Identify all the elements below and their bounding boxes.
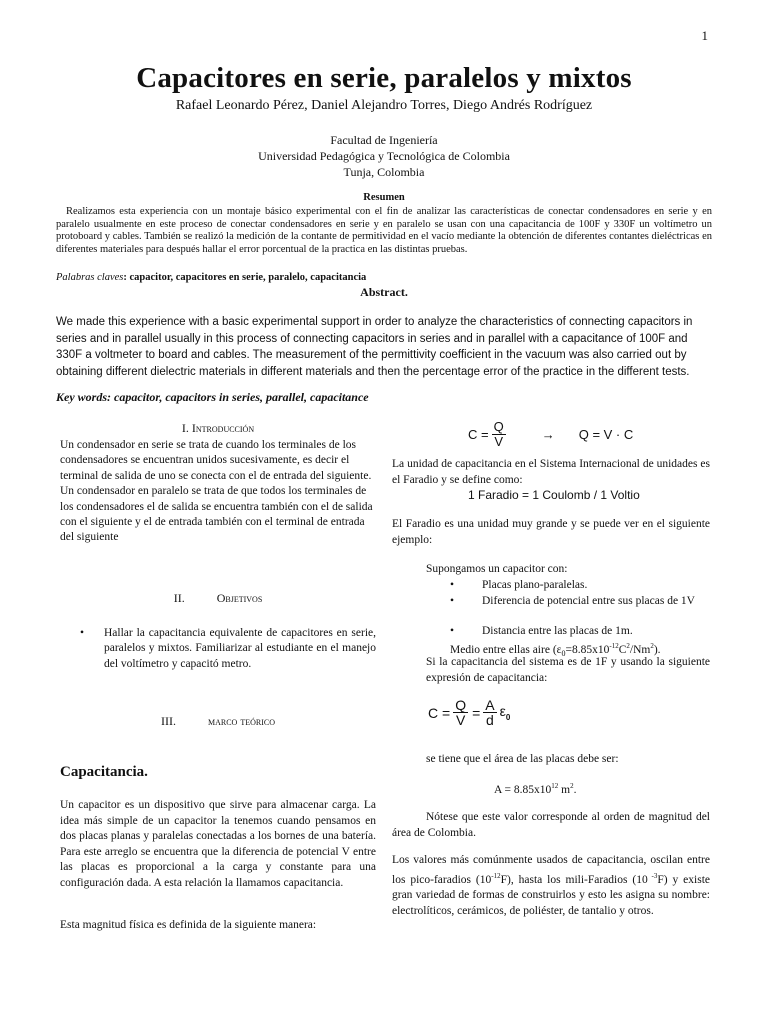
resumen-heading: Resumen <box>363 192 405 203</box>
objetivos-heading-num: II. <box>173 591 185 605</box>
eq2-fraction-ad <box>483 698 496 727</box>
valores-sup2: -3 <box>647 871 658 880</box>
medio-sup3: 2 <box>650 642 654 650</box>
page-number: 1 <box>701 28 708 43</box>
affiliation-faculty: Facultad de Ingeniería <box>330 133 438 147</box>
medio-sub: 0 <box>561 649 566 659</box>
area-b: m <box>558 783 571 796</box>
area-value <box>494 779 576 798</box>
abstract-heading: Abstract. <box>360 285 408 299</box>
palabras-label: Palabras claves <box>56 272 124 283</box>
valores-sup1: -12 <box>491 871 501 880</box>
valores-paragraph <box>392 853 710 919</box>
medio-b: =8.85x10 <box>565 643 610 656</box>
intro-heading <box>60 421 376 436</box>
bullet-icon: • <box>450 579 455 591</box>
list-item-text: Placas plano-paralelas. <box>482 579 588 591</box>
list-item-text: Distancia entre las placas de 1m. <box>482 625 633 637</box>
eq1-rhs: Q = V · C <box>578 427 634 442</box>
faradio-definition: 1 Faradio = 1 Coulomb / 1 Voltio <box>468 488 640 502</box>
list-item-text <box>450 594 710 609</box>
palabras-claves <box>56 272 712 283</box>
list-item-text-content: Diferencia de potencial entre sus placas de 1V <box>482 595 695 607</box>
area-c: . <box>573 783 577 796</box>
faradio-grande-paragraph: El Faradio es una unidad muy grande y se puede ver en el siguiente ejemplo: <box>392 518 710 546</box>
marco-heading-num: III. <box>160 714 176 728</box>
medio-a: Medio entre ellas aire (ε <box>450 643 562 656</box>
eq1-lhs: C = <box>468 427 489 442</box>
equation-capacitance <box>468 420 633 449</box>
eq2-numerator-q: Q <box>455 697 467 713</box>
area-sup2: 2 <box>570 782 574 790</box>
valores-c: F) y existe gran variedad de formas de construirlos y esto les asigna su nombre: electrolíticos, cerámicos, de poliéster, de tantalio y otros. <box>392 873 710 917</box>
capacitancia-paragraph: Un capacitor es un dispositivo que sirve para almacenar carga. La idea más simple de un capacitor la tenemos cuando pensamos en dos placas planas y paralelas conectadas a los bornes de una batería. Para este arreglo se encuentra que la diferencia de potencial V entre las placas es proporcional a la carga y constante para una configuración dada. A esta relación la llamamos capacitancia. <box>60 799 376 889</box>
eq1-denominator: V <box>494 434 503 449</box>
resumen-text: Realizamos esta experiencia con un montaje básico experimental con el fin de analizar las características de conectar condensadores en serie y en paralelo usualmente en este proceso de conectar condensadores en serie y en paralelo se usan con una capacitancia de 100F y 330F un voltímetro un protoboard y cables. También se realizó la medición de la contante de permitividad en el vacío mediante la obtención de diferentes contantes dieléctricas en diferentes materiales para después hallar el error porcentual de la practica en las distintas pruebas. <box>56 206 712 255</box>
intro-heading-num: I. <box>181 421 189 435</box>
affiliation-city: Tunja, Colombia <box>343 165 425 179</box>
eq2-equals: = <box>472 704 481 721</box>
list-item <box>450 624 710 639</box>
medio-d: /Nm <box>629 643 651 656</box>
capacitancia-definition-intro: Esta magnitud física es definida de la siguiente manera: <box>60 919 317 931</box>
supongamos-text: Supongamos un capacitor con: <box>426 563 568 575</box>
marco-heading <box>60 714 376 729</box>
bullet-icon: • <box>450 625 455 637</box>
eq1-numerator: Q <box>493 419 504 434</box>
valores-a: Los valores más comúnmente usados de capacitancia, oscilan entre los pico-faradios (10 <box>392 854 710 886</box>
objetivos-item-text: Hallar la capacitancia equivalente de capacitores en serie, paralelos y mixtos. Familiarizar al estudiante en el manejo del voltímetro y capacitó metro. <box>104 627 376 670</box>
medio-c: C <box>618 643 627 656</box>
capacitancia-heading: Capacitancia. <box>60 764 148 780</box>
eq2-eps: ε <box>499 703 506 720</box>
area-a: A = 8.85x10 <box>494 783 552 796</box>
unidad-paragraph: La unidad de capacitancia en el Sistema Internacional de unidades es el Faradio y se define como: <box>392 458 710 486</box>
arrow-icon: → <box>541 427 555 442</box>
area-sup1: 12 <box>551 782 559 790</box>
objetivos-item <box>80 626 376 672</box>
objetivos-heading-text: Objetivos <box>216 591 263 605</box>
medio-e: ). <box>653 643 661 656</box>
valores-b: F), hasta los mili-Faradios (10 <box>500 873 648 886</box>
bullet-icon: • <box>450 595 455 607</box>
si-capacitancia-paragraph: Si la capacitancia del sistema es de 1F y usando la siguiente expresión de capacitancia: <box>426 656 710 684</box>
bullet-icon: • <box>80 627 85 639</box>
medio-sup2: 2 <box>626 642 630 650</box>
authors: Rafael Leonardo Pérez, Daniel Alejandro Torres, Diego Andrés Rodríguez <box>175 98 593 113</box>
eq2-denominator-v: V <box>455 712 466 728</box>
eq2-denominator-d: d <box>486 712 494 728</box>
eq1-fraction <box>492 420 506 449</box>
eq2-lhs: C = <box>428 704 451 721</box>
paper-title: Capacitores en serie, paralelos y mixtos <box>136 62 632 94</box>
medio-sup1: -12 <box>609 642 619 650</box>
intro-text: Un condensador en serie se trata de cuando los terminales de los condensadores se encuentran unidos sucesivamente, es decir el terminal de salida de uno se conecta con el de entrada del siguiente. Un condensador en paralelo se trata de que todos los terminales de los condensadores el de salida se encuentra también con el de salida con el siguiente y el de entrada también con el terminal de entrada del siguiente <box>60 439 373 544</box>
intro-heading-text: Introducción <box>191 421 255 435</box>
equation-capacitance-plates <box>428 698 510 727</box>
affiliation <box>0 132 768 180</box>
area-intro: se tiene que el área de las placas debe ser: <box>426 753 619 765</box>
notese-paragraph: Nótese que este valor corresponde al orden de magnitud del área de Colombia. <box>392 811 710 839</box>
eq2-fraction-qv <box>453 698 468 727</box>
list-item <box>450 578 710 593</box>
epsilon-symbol <box>500 703 511 722</box>
affiliation-university: Universidad Pedagógica y Tecnológica de Colombia <box>258 149 510 163</box>
eq2-eps-sub: 0 <box>505 712 511 722</box>
eq2-numerator-a: A <box>485 697 495 713</box>
palabras-text: : capacitor, capacitores en serie, paralelo, capacitancia <box>123 272 367 283</box>
marco-heading-text: marco teórico <box>207 714 275 728</box>
objetivos-heading <box>60 591 376 606</box>
keywords: Key words: capacitor, capacitors in series, parallel, capacitance <box>56 390 369 404</box>
abstract-text: We made this experience with a basic experimental support in order to analyze the characteristics of connecting capacitors in series and in parallel usually in this process of connecting capacitors in series and in parallel with a capacitance of 100F and 330F a voltmeter to board and cables. The measurement of the permittivity coefficient in the vacuum was also carried out by obtaining different dielectric materials in different materials and then the percentage error of the practice in the different tests. <box>56 316 693 378</box>
list-item <box>450 594 710 609</box>
